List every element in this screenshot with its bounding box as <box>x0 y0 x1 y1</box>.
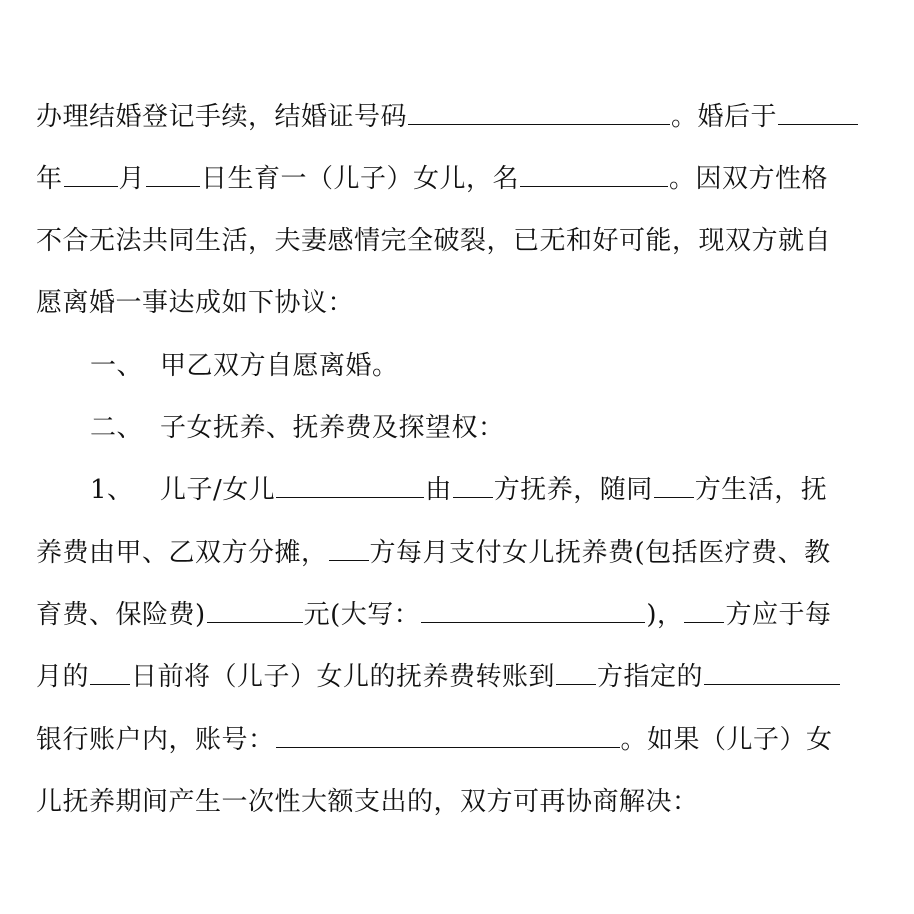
list-number: 1、 <box>90 475 134 505</box>
line-text: 愿离婚一事达成如下协议： <box>36 288 355 318</box>
fill-in-blank[interactable] <box>684 598 724 623</box>
line-text: 日前将（儿子）女儿的抚养费转账到 <box>131 662 556 692</box>
fill-in-blank[interactable] <box>654 473 694 498</box>
line-text: 方每月支付女儿抚养费(包括医疗费、教 <box>369 538 831 568</box>
list-number: 一、 <box>90 351 144 381</box>
line-text: 甲乙双方自愿离婚。 <box>160 351 399 381</box>
line-text: 儿抚养期间产生一次性大额支出的，双方可再协商解决： <box>36 787 699 817</box>
fill-in-blank[interactable] <box>408 100 670 125</box>
document-line <box>36 97 859 137</box>
fill-in-blank[interactable] <box>520 162 668 187</box>
fill-in-blank[interactable] <box>276 723 620 748</box>
document-line <box>36 221 831 261</box>
line-text: 方生活，抚 <box>694 475 828 505</box>
document-line <box>36 782 699 822</box>
line-text: 。婚后于 <box>671 102 778 132</box>
document-line <box>36 657 841 697</box>
fill-in-blank[interactable] <box>146 162 200 187</box>
document-line <box>90 408 505 448</box>
line-text: 儿子/女儿 <box>160 475 276 505</box>
fill-in-blank[interactable] <box>276 473 424 498</box>
line-text: 。因双方性格 <box>669 164 829 194</box>
line-text: 年 <box>36 164 63 194</box>
fill-in-blank[interactable] <box>207 598 303 623</box>
fill-in-blank[interactable] <box>64 162 118 187</box>
fill-in-blank[interactable] <box>778 100 858 125</box>
fill-in-blank[interactable] <box>329 536 369 561</box>
line-text: 银行账户内，账号： <box>36 725 275 755</box>
document-line <box>36 159 828 199</box>
line-text: 育费、保险费) <box>36 600 206 630</box>
line-text: 日生育一（儿子）女儿，名 <box>201 164 520 194</box>
line-text: 月 <box>118 164 146 194</box>
fill-in-blank[interactable] <box>453 473 493 498</box>
fill-in-blank[interactable] <box>704 660 840 685</box>
line-text: 子女抚养、抚养费及探望权： <box>160 413 505 443</box>
document-line <box>36 533 831 573</box>
line-text: 办理结婚登记手续，结婚证号码 <box>36 102 408 132</box>
line-text: 方抚养，随同 <box>493 475 653 505</box>
line-text: 方应于每 <box>725 600 832 630</box>
fill-in-blank[interactable] <box>556 660 596 685</box>
line-text: 养费由甲、乙双方分摊， <box>36 538 328 568</box>
line-text: 方指定的 <box>597 662 704 692</box>
document-line <box>90 346 399 386</box>
list-number: 二、 <box>90 413 144 443</box>
line-text: 由 <box>425 475 452 505</box>
document-line <box>36 283 354 323</box>
line-text: 月的 <box>36 662 90 692</box>
document-line <box>90 470 827 510</box>
document-line <box>36 595 831 635</box>
line-text: 。如果（儿子）女 <box>620 725 833 755</box>
line-text: 不合无法共同生活，夫妻感情完全破裂，已无和好可能，现双方就自 <box>36 226 832 256</box>
line-text: 元(大写： <box>303 600 421 630</box>
fill-in-blank[interactable] <box>90 660 130 685</box>
fill-in-blank[interactable] <box>421 598 645 623</box>
line-text: )， <box>646 600 684 630</box>
document-line <box>36 720 833 760</box>
